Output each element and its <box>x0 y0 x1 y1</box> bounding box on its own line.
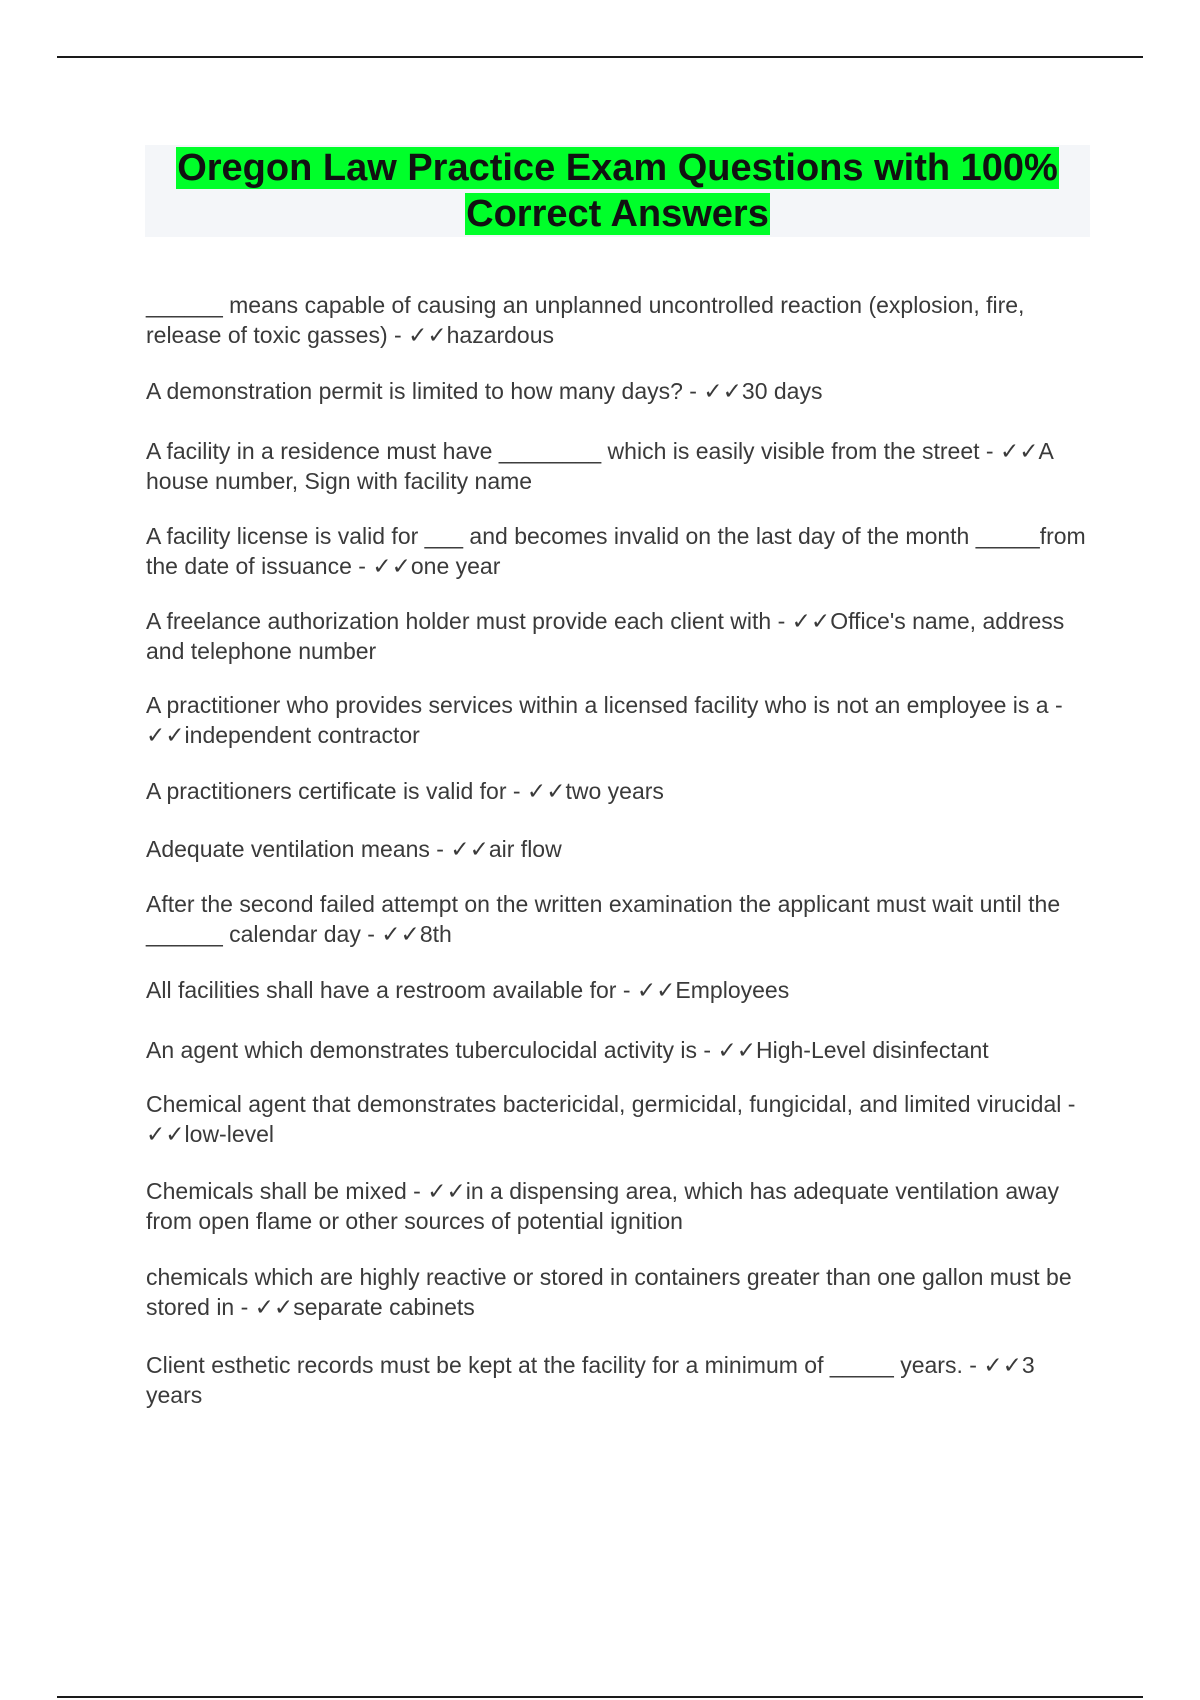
question-text: After the second failed attempt on the written examination the applicant must wait until the ______ calendar day - <box>146 891 1061 947</box>
answer-text: air flow <box>488 836 562 862</box>
check-icon: ✓✓ <box>146 722 185 748</box>
qa-item <box>146 1089 1091 1149</box>
title-line-1: Oregon Law Practice Exam Questions with 100% <box>177 147 1058 189</box>
answer-text: one year <box>410 553 501 579</box>
question-text: chemicals which are highly reactive or stored in containers greater than one gallon must be stored in - <box>146 1264 1072 1320</box>
answer-text: A house number, Sign with facility name <box>146 438 1053 494</box>
question-text: Chemical agent that demonstrates bactericidal, germicidal, fungicidal, and limited virucidal - <box>146 1091 1076 1117</box>
bottom-rule <box>57 1696 1143 1698</box>
question-text: A facility license is valid for ___ and becomes invalid on the last day of the month _____from the date of issuance - <box>146 523 1086 579</box>
question-text: All facilities shall have a restroom available for - <box>146 977 631 1003</box>
question-text: ______ means capable of causing an unplanned uncontrolled reaction (explosion, fire, release of toxic gasses) - <box>146 292 1025 348</box>
answer-text: two years <box>565 778 664 804</box>
answer-text: 3 years <box>146 1352 1035 1408</box>
qa-item <box>146 290 1091 350</box>
answer-text: High-Level disinfectant <box>756 1037 989 1063</box>
question-text: A freelance authorization holder must provide each client with - <box>146 608 786 634</box>
check-icon: ✓✓ <box>791 608 831 634</box>
qa-item <box>146 776 1091 806</box>
qa-item <box>146 376 1091 406</box>
qa-item <box>146 1262 1091 1322</box>
question-text: An agent which demonstrates tuberculocidal activity is - <box>146 1037 712 1063</box>
check-icon: ✓✓ <box>427 1178 466 1204</box>
qa-item <box>146 975 1091 1005</box>
check-icon: ✓✓ <box>999 438 1039 464</box>
check-icon: ✓✓ <box>408 322 447 348</box>
answer-text: 30 days <box>741 378 823 404</box>
check-icon: ✓✓ <box>717 1037 756 1063</box>
answer-text: independent contractor <box>184 722 420 748</box>
answer-text: 8th <box>419 921 452 947</box>
question-text: A practitioners certificate is valid for - <box>146 778 521 804</box>
check-icon: ✓✓ <box>254 1294 294 1320</box>
qa-item <box>146 889 1091 949</box>
answer-text: Office's name, address and telephone number <box>146 608 1065 664</box>
answer-text: in a dispensing area, which has adequate ventilation away from open flame or other sources of potential ignition <box>146 1178 1060 1234</box>
qa-item <box>146 1350 1091 1410</box>
check-icon: ✓✓ <box>450 836 489 862</box>
qa-item <box>146 1176 1091 1236</box>
top-rule <box>57 56 1143 58</box>
qa-item <box>146 1035 1091 1065</box>
check-icon: ✓✓ <box>146 1121 185 1147</box>
qa-item <box>146 436 1091 496</box>
title-block <box>145 145 1090 237</box>
qa-list <box>146 290 1091 1410</box>
qa-item <box>146 834 1091 864</box>
check-icon: ✓✓ <box>372 553 411 579</box>
qa-item <box>146 606 1091 666</box>
title-line-2: Correct Answers <box>466 193 769 235</box>
question-text: Adequate ventilation means - <box>146 836 444 862</box>
question-text: A practitioner who provides services within a licensed facility who is not an employee is a - <box>146 692 1063 718</box>
question-text: A facility in a residence must have ________ which is easily visible from the street - <box>146 438 994 464</box>
document-title <box>145 145 1090 237</box>
answer-text: Employees <box>675 977 790 1003</box>
question-text: Chemicals shall be mixed - <box>146 1178 421 1204</box>
answer-text: hazardous <box>446 322 555 348</box>
check-icon: ✓✓ <box>526 778 566 804</box>
qa-item <box>146 690 1091 750</box>
question-text: Client esthetic records must be kept at the facility for a minimum of _____ years. - <box>146 1352 977 1378</box>
check-icon: ✓✓ <box>703 378 742 404</box>
check-icon: ✓✓ <box>636 977 676 1003</box>
check-icon: ✓✓ <box>381 921 420 947</box>
qa-item <box>146 521 1091 581</box>
answer-text: separate cabinets <box>293 1294 475 1320</box>
question-text: A demonstration permit is limited to how many days? - <box>146 378 697 404</box>
check-icon: ✓✓ <box>983 1352 1022 1378</box>
answer-text: low-level <box>184 1121 275 1147</box>
